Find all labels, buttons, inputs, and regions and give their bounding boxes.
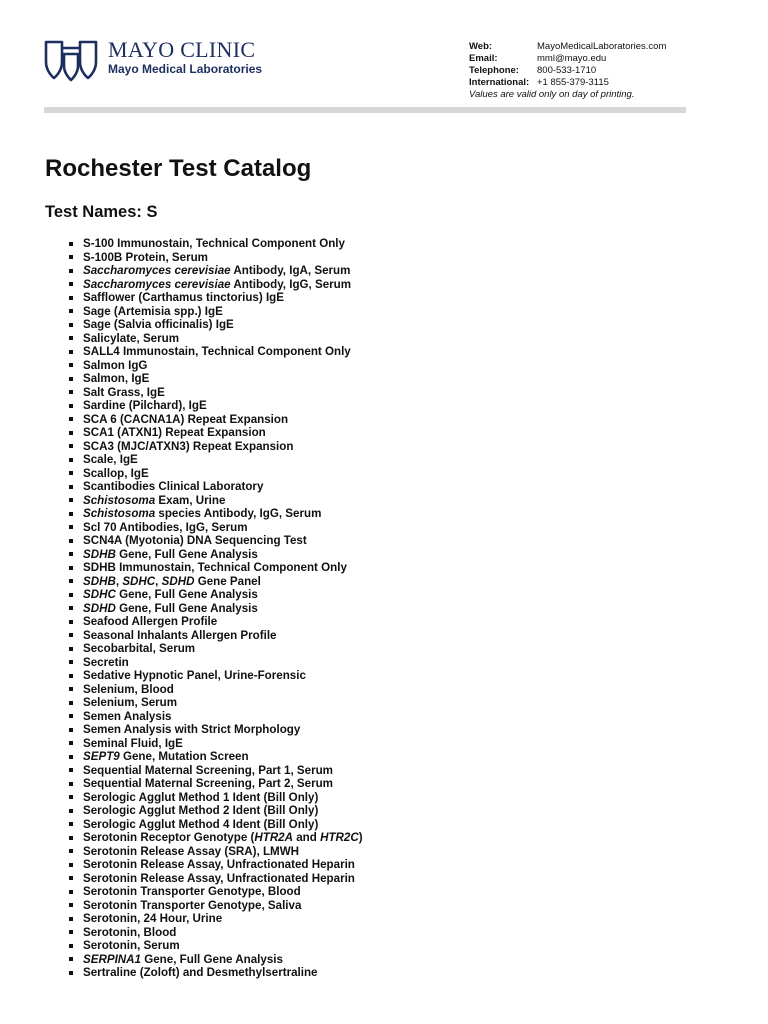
contact-block <box>469 41 666 101</box>
test-name-text: SDHD <box>161 574 195 588</box>
test-name-text: Gene, Mutation Screen <box>119 750 249 763</box>
test-name-text: SCA3 (MJC/ATXN3) Repeat Expansion <box>83 439 294 453</box>
section-subtitle: Test Names: S <box>45 203 158 221</box>
test-name-text: Safflower (Carthamus tinctorius) IgE <box>83 291 284 304</box>
list-item <box>69 696 729 710</box>
test-name-link[interactable] <box>83 413 288 427</box>
bullet-icon <box>69 458 73 462</box>
bullet-icon <box>69 444 73 448</box>
bullet-icon <box>69 593 73 597</box>
bullet-icon <box>69 579 73 583</box>
bullet-icon <box>69 903 73 907</box>
contact-row-telephone <box>469 65 666 77</box>
test-name-link[interactable] <box>83 480 263 494</box>
bullet-icon <box>69 417 73 421</box>
test-name-text: SDHB <box>83 574 116 588</box>
bullet-icon <box>69 336 73 340</box>
test-name-link[interactable] <box>83 953 283 967</box>
test-name-text: species Antibody, IgG, Serum <box>155 507 322 520</box>
test-name-text: Scale, IgE <box>83 453 138 466</box>
test-name-text: Seasonal Inhalants Allergen Profile <box>83 628 277 642</box>
list-item <box>69 264 729 278</box>
list-item <box>69 386 729 400</box>
test-name-text: Serologic Agglut Method 4 Ident (Bill Only) <box>83 817 319 831</box>
test-name-link[interactable] <box>83 696 177 710</box>
test-name-link[interactable] <box>83 629 277 643</box>
test-name-link[interactable] <box>83 345 351 359</box>
list-item <box>69 426 729 440</box>
bullet-icon <box>69 350 73 354</box>
contact-label: International: <box>469 77 530 88</box>
test-name-text: Serotonin, 24 Hour, Urine <box>83 912 223 925</box>
bullet-icon <box>69 539 73 543</box>
test-name-text: Serotonin Transporter Genotype, Blood <box>83 885 301 898</box>
test-name-link[interactable] <box>83 332 179 346</box>
bullet-icon <box>69 377 73 381</box>
bullet-icon <box>69 809 73 813</box>
list-item <box>69 953 729 967</box>
test-name-text: Serotonin, Blood <box>83 925 177 939</box>
list-item <box>69 939 729 953</box>
test-name-text: Antibody, IgG, Serum <box>230 277 352 291</box>
test-name-text: Schistosoma <box>83 507 156 520</box>
contact-row-web <box>469 41 666 53</box>
test-name-link[interactable] <box>83 507 321 521</box>
list-item <box>69 575 729 589</box>
bullet-icon <box>69 512 73 516</box>
test-name-text: , <box>155 574 162 588</box>
test-name-text: SERPINA1 <box>83 952 141 966</box>
test-name-link[interactable] <box>83 656 129 670</box>
list-item <box>69 656 729 670</box>
list-item <box>69 332 729 346</box>
test-name-link[interactable] <box>83 750 249 764</box>
list-item <box>69 372 729 386</box>
page-header <box>0 0 768 116</box>
test-name-text: , <box>115 574 123 588</box>
bullet-icon <box>69 714 73 718</box>
list-item <box>69 858 729 872</box>
list-item <box>69 345 729 359</box>
test-name-text: Sardine (Pilchard), IgE <box>83 399 207 412</box>
list-item <box>69 737 729 751</box>
test-name-link[interactable] <box>83 764 333 778</box>
bullet-icon <box>69 930 73 934</box>
page-title: Rochester Test Catalog <box>45 155 312 182</box>
bullet-icon <box>69 525 73 529</box>
test-name-link[interactable] <box>83 723 300 737</box>
test-name-text: Secobarbital, Serum <box>83 642 196 655</box>
bullet-icon <box>69 687 73 691</box>
test-name-text: Sage (Salvia officinalis) IgE <box>83 318 234 331</box>
test-name-link[interactable] <box>83 818 318 832</box>
test-name-text: Serotonin Release Assay, Unfractionated Heparin <box>83 871 355 885</box>
contact-row-international <box>469 77 666 89</box>
list-item <box>69 251 729 265</box>
test-name-link[interactable] <box>83 939 180 953</box>
test-name-text: SDHB <box>83 547 116 561</box>
test-name-link[interactable] <box>83 318 234 332</box>
test-name-text: Semen Analysis <box>83 709 172 723</box>
test-name-link[interactable] <box>83 534 307 548</box>
test-name-text: Salicylate, Serum <box>83 331 180 345</box>
list-item <box>69 818 729 832</box>
test-name-link[interactable] <box>83 831 363 845</box>
test-name-text: Secretin <box>83 655 129 669</box>
bullet-icon <box>69 269 73 273</box>
test-name-link[interactable] <box>83 359 147 373</box>
bullet-icon <box>69 647 73 651</box>
test-name-text: Semen Analysis with Strict Morphology <box>83 723 301 736</box>
test-name-link[interactable] <box>83 669 306 683</box>
list-item <box>69 926 729 940</box>
bullet-icon <box>69 282 73 286</box>
test-name-link[interactable] <box>83 521 248 535</box>
test-name-text: HTR2A <box>254 831 294 844</box>
test-name-text: Gene, Full Gene Analysis <box>115 547 258 561</box>
list-item <box>69 872 729 886</box>
test-name-link[interactable] <box>83 602 258 616</box>
test-name-text: Sequential Maternal Screening, Part 2, Serum <box>83 777 333 790</box>
list-item <box>69 305 729 319</box>
test-name-text: Salt Grass, IgE <box>83 385 165 399</box>
test-name-text: Scantibodies Clinical Laboratory <box>83 480 264 493</box>
bullet-icon <box>69 606 73 610</box>
bullet-icon <box>69 917 73 921</box>
bullet-icon <box>69 795 73 799</box>
test-name-link[interactable] <box>83 548 258 562</box>
list-item <box>69 602 729 616</box>
test-name-text: Serotonin Receptor Genotype ( <box>83 831 255 844</box>
test-name-text: SEPT9 <box>83 750 120 763</box>
test-name-link[interactable] <box>83 561 347 575</box>
mayo-clinic-logo <box>44 37 263 84</box>
bullet-icon <box>69 971 73 975</box>
test-name-text: Serotonin Release Assay (SRA), LMWH <box>83 844 300 858</box>
list-item <box>69 494 729 508</box>
test-name-link[interactable] <box>83 966 318 980</box>
test-name-link[interactable] <box>83 467 149 481</box>
bullet-icon <box>69 822 73 826</box>
bullet-icon <box>69 255 73 259</box>
bullet-icon <box>69 471 73 475</box>
bullet-icon <box>69 566 73 570</box>
bullet-icon <box>69 390 73 394</box>
web-link[interactable]: MayoMedicalLaboratories.com <box>537 41 667 52</box>
test-name-text: SDHB Immunostain, Technical Component Only <box>83 561 347 574</box>
test-name-link[interactable] <box>83 453 138 467</box>
bullet-icon <box>69 741 73 745</box>
list-item <box>69 291 729 305</box>
bullet-icon <box>69 728 73 732</box>
test-name-text: SCA1 (ATXN1) Repeat Expansion <box>83 426 266 439</box>
test-name-text: Serotonin Release Assay, Unfractionated Heparin <box>83 858 355 871</box>
bullet-icon <box>69 485 73 489</box>
test-name-link[interactable] <box>83 615 217 629</box>
bullet-icon <box>69 836 73 840</box>
bullet-icon <box>69 552 73 556</box>
test-name-link[interactable] <box>83 791 318 805</box>
test-name-text: Gene, Full Gene Analysis <box>115 601 258 615</box>
test-name-link[interactable] <box>83 683 174 697</box>
test-name-text: Seminal Fluid, IgE <box>83 736 183 750</box>
test-name-link[interactable] <box>83 845 299 859</box>
mayo-shields-icon <box>44 40 98 84</box>
test-name-link[interactable] <box>83 399 207 413</box>
test-name-text: Sage (Artemisia spp.) IgE <box>83 304 223 318</box>
test-name-link[interactable] <box>83 575 261 589</box>
bullet-icon <box>69 633 73 637</box>
list-item <box>69 804 729 818</box>
test-name-text: SDHC <box>83 588 116 601</box>
test-name-link[interactable] <box>83 278 351 292</box>
test-name-text: Salmon, IgE <box>83 372 150 385</box>
list-item <box>69 318 729 332</box>
list-item <box>69 683 729 697</box>
list-item <box>69 561 729 575</box>
test-name-text: Selenium, Blood <box>83 682 174 696</box>
list-item <box>69 588 729 602</box>
list-item <box>69 642 729 656</box>
test-name-text: Sequential Maternal Screening, Part 1, Serum <box>83 763 333 777</box>
test-name-text: Scl 70 Antibodies, IgG, Serum <box>83 520 248 534</box>
test-name-link[interactable] <box>83 264 350 278</box>
bullet-icon <box>69 849 73 853</box>
list-item <box>69 507 729 521</box>
test-name-link[interactable] <box>83 804 318 818</box>
list-item <box>69 777 729 791</box>
list-item <box>69 669 729 683</box>
test-name-text: S-100B Protein, Serum <box>83 250 208 264</box>
test-name-text: Serotonin Transporter Genotype, Saliva <box>83 898 302 912</box>
test-name-link[interactable] <box>83 872 355 886</box>
test-name-link[interactable] <box>83 251 208 265</box>
test-name-text: SALL4 Immunostain, Technical Component Only <box>83 345 351 358</box>
test-name-link[interactable] <box>83 237 345 251</box>
list-item <box>69 467 729 481</box>
test-name-link[interactable] <box>83 426 266 440</box>
list-item <box>69 548 729 562</box>
bullet-icon <box>69 782 73 786</box>
bullet-icon <box>69 620 73 624</box>
list-item <box>69 278 729 292</box>
test-name-text: Saccharomyces cerevisiae <box>83 264 231 277</box>
bullet-icon <box>69 957 73 961</box>
test-name-text: Salmon IgG <box>83 358 148 372</box>
test-name-text: SCA 6 (CACNA1A) Repeat Expansion <box>83 412 289 426</box>
test-name-text: Antibody, IgA, Serum <box>230 264 351 277</box>
list-item <box>69 615 729 629</box>
bullet-icon <box>69 296 73 300</box>
test-name-link[interactable] <box>83 386 165 400</box>
header-divider <box>44 107 686 113</box>
test-name-link[interactable] <box>83 899 301 913</box>
contact-label: Telephone: <box>469 65 519 76</box>
telephone-value: 800-533-1710 <box>537 65 597 76</box>
bullet-icon <box>69 944 73 948</box>
bullet-icon <box>69 660 73 664</box>
test-name-link[interactable] <box>83 494 225 508</box>
list-item <box>69 764 729 778</box>
test-name-text: Sedative Hypnotic Panel, Urine-Forensic <box>83 669 306 682</box>
test-name-text: Serotonin, Serum <box>83 939 180 952</box>
test-name-text: ) <box>358 831 363 844</box>
bullet-icon <box>69 755 73 759</box>
test-name-text: Gene, Full Gene Analysis <box>115 588 258 601</box>
test-name-text: Schistosoma <box>83 493 156 507</box>
test-name-text: Serologic Agglut Method 1 Ident (Bill Only) <box>83 790 319 804</box>
contact-label: Email: <box>469 53 498 64</box>
test-name-link[interactable] <box>83 372 149 386</box>
list-item <box>69 831 729 845</box>
bullet-icon <box>69 242 73 246</box>
list-item <box>69 237 729 251</box>
bullet-icon <box>69 890 73 894</box>
test-name-link[interactable] <box>83 926 176 940</box>
test-name-link[interactable] <box>83 912 222 926</box>
list-item <box>69 521 729 535</box>
list-item <box>69 440 729 454</box>
contact-row-email <box>469 53 666 65</box>
test-name-list <box>69 237 729 980</box>
test-name-link[interactable] <box>83 737 183 751</box>
test-name-text: HTR2C <box>320 831 359 844</box>
test-name-text: Gene, Full Gene Analysis <box>141 952 283 966</box>
test-name-text: Sertraline (Zoloft) and Desmethylsertraline <box>83 966 318 979</box>
bullet-icon <box>69 431 73 435</box>
list-item <box>69 966 729 980</box>
test-name-link[interactable] <box>83 858 355 872</box>
test-name-text: Selenium, Serum <box>83 696 178 709</box>
bullet-icon <box>69 363 73 367</box>
list-item <box>69 710 729 724</box>
contact-label: Web: <box>469 41 493 52</box>
list-item <box>69 899 729 913</box>
list-item <box>69 885 729 899</box>
test-name-text: Saccharomyces cerevisiae <box>83 277 231 291</box>
bullet-icon <box>69 674 73 678</box>
test-name-text: S-100 Immunostain, Technical Component Only <box>83 237 345 250</box>
bullet-icon <box>69 768 73 772</box>
list-item <box>69 791 729 805</box>
logo-title: MAYO CLINIC <box>108 37 256 62</box>
bullet-icon <box>69 498 73 502</box>
test-name-text: and <box>293 831 321 844</box>
international-value: +1 855-379-3115 <box>537 77 609 88</box>
test-name-text: SDHD <box>83 601 116 615</box>
test-name-text: Seafood Allergen Profile <box>83 615 218 628</box>
list-item <box>69 399 729 413</box>
bullet-icon <box>69 404 73 408</box>
test-name-link[interactable] <box>83 642 195 656</box>
test-name-text: SCN4A (Myotonia) DNA Sequencing Test <box>83 534 307 547</box>
bullet-icon <box>69 876 73 880</box>
logo-subtitle: Mayo Medical Laboratories <box>108 62 263 76</box>
test-name-link[interactable] <box>83 305 223 319</box>
bullet-icon <box>69 323 73 327</box>
validity-note: Values are valid only on day of printing. <box>469 89 635 100</box>
list-item <box>69 723 729 737</box>
test-name-link[interactable] <box>83 588 258 602</box>
list-item <box>69 413 729 427</box>
list-item <box>69 912 729 926</box>
email-link[interactable]: mml@mayo.edu <box>537 53 607 64</box>
list-item <box>69 480 729 494</box>
bullet-icon <box>69 863 73 867</box>
test-name-text: Exam, Urine <box>155 493 226 507</box>
test-name-link[interactable] <box>83 291 284 305</box>
bullet-icon <box>69 309 73 313</box>
test-name-text: Gene Panel <box>194 574 261 588</box>
test-name-link[interactable] <box>83 777 333 791</box>
list-item <box>69 453 729 467</box>
bullet-icon <box>69 701 73 705</box>
test-name-text: Scallop, IgE <box>83 466 149 480</box>
test-name-link[interactable] <box>83 440 293 454</box>
list-item <box>69 750 729 764</box>
test-name-text: SDHC <box>122 574 156 588</box>
list-item <box>69 629 729 643</box>
test-name-link[interactable] <box>83 885 301 899</box>
list-item <box>69 845 729 859</box>
list-item <box>69 359 729 373</box>
test-name-text: Serologic Agglut Method 2 Ident (Bill Only) <box>83 804 319 817</box>
list-item <box>69 534 729 548</box>
test-name-link[interactable] <box>83 710 172 724</box>
